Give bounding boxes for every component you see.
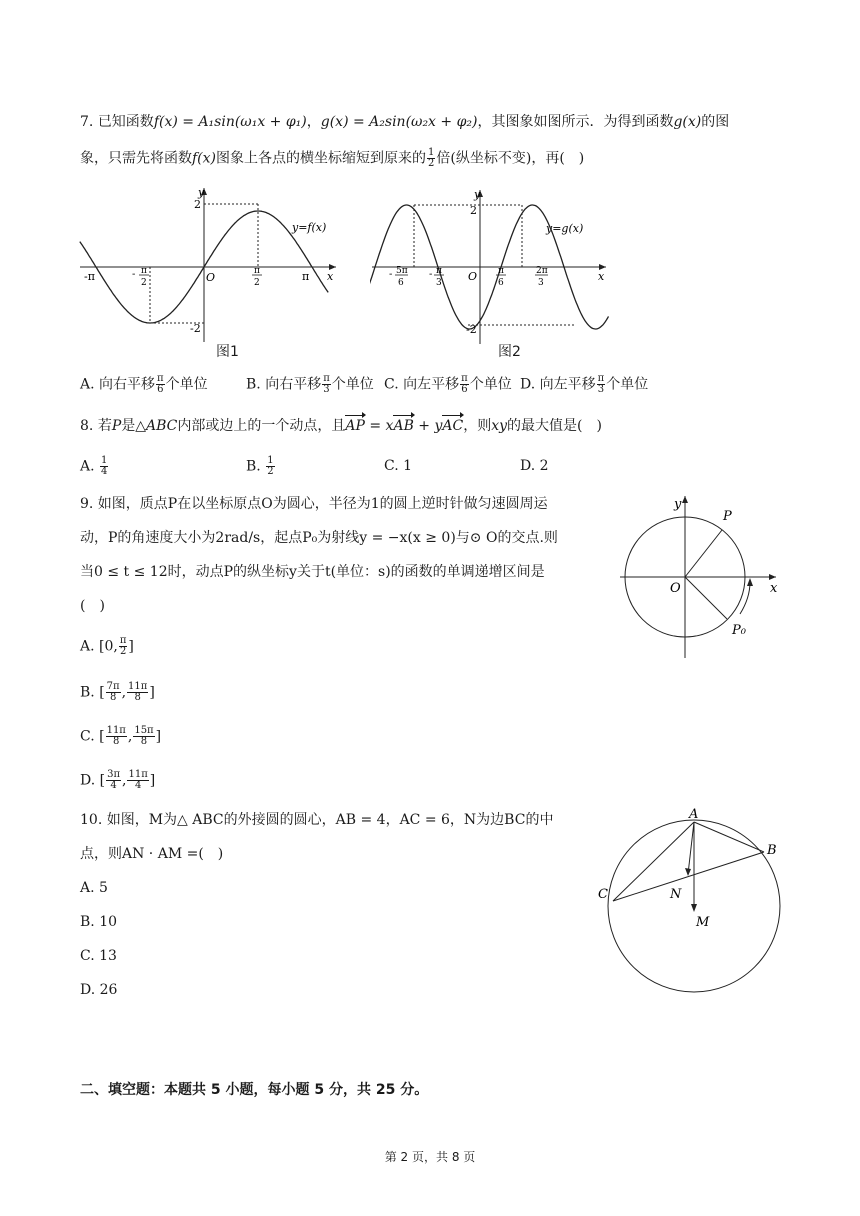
- q8-option-b: B. $\frac{1}{2}$: [246, 455, 274, 477]
- q10-option-d: D. 26: [80, 982, 118, 998]
- q9-line-1: 9. 如图，质点P在以坐标原点O为圆心，半径为1的圆上逆时针做匀速圆周运: [80, 496, 548, 512]
- svg-text:π: π: [436, 266, 442, 276]
- fig2-tick-pi6: π: [498, 266, 504, 276]
- q7-option-d: D. 向左平移 $\frac{\pi}{3}$ 个单位: [520, 373, 649, 395]
- svg-text:π: π: [141, 266, 147, 276]
- q9-line-4: ( ): [80, 598, 105, 614]
- q9-line-2: 动，P的角速度大小为2rad/s，起点P₀为射线y = −x(x ≥ 0)与⊙ O的交点.则: [80, 530, 558, 546]
- q9-figure-circle: [616, 490, 786, 660]
- q8-stem: 8. 若P是△ABC内部或边上的一个动点，且AP = xAB + yAC，则xy的最大值是( ): [80, 418, 602, 434]
- q7-line-1: 7. 已知函数f(x) = A₁sin(ω₁x + φ₁)，g(x) = A₂sin(ω₂x + φ₂)，其图象如图所示．为得到函数g(x)的图: [80, 114, 730, 130]
- q9-fig-o: O: [670, 581, 681, 596]
- q9-line-3: 当0 ≤ t ≤ 12时，动点P的纵坐标y关于t(单位：s)的函数的单调递增区间是: [80, 564, 545, 580]
- q7-option-b: B. 向右平移 $\frac{\pi}{3}$ 个单位: [246, 373, 374, 395]
- q8-option-a: A. $\frac{1}{4}$: [80, 455, 108, 477]
- q10-line-1: 10. 如图，M为△ ABC的外接圆的圆心，AB = 4，AC = 6，N为边BC的中: [80, 812, 554, 828]
- fig1-tick-neg-half: -: [132, 269, 136, 280]
- q10-option-b: B. 10: [80, 914, 118, 930]
- q10-fig-m: M: [696, 915, 710, 930]
- q9-fig-p: P: [723, 509, 732, 524]
- svg-text:3: 3: [436, 278, 442, 288]
- page-footer: 第 2 页，共 8 页: [384, 1150, 476, 1164]
- q9-option-c: C. [ $\frac{11\pi}{8}$ , $\frac{15\pi}{8}$ ]: [80, 725, 162, 747]
- q9-option-b: B. [ $\frac{7\pi}{8}$ , $\frac{11\pi}{8}$ ]: [80, 681, 155, 703]
- fig1-x-label: x: [327, 270, 334, 283]
- svg-text:6: 6: [498, 278, 504, 288]
- fig1-tick-pi: π: [302, 270, 310, 283]
- svg-text:2: 2: [141, 278, 147, 288]
- q10-fig-n: N: [670, 887, 682, 902]
- fig1-y-top: 2: [194, 198, 201, 211]
- fig1-tick-neg-pi: -π: [84, 270, 95, 283]
- svg-text:5π: 5π: [396, 266, 408, 276]
- q9-option-d: D. [ $\frac{3\pi}{4}$ , $\frac{11\pi}{4}$ ]: [80, 769, 156, 791]
- q7-option-a: A. 向右平移 $\frac{\pi}{6}$ 个单位: [80, 373, 208, 395]
- q9-fig-p0: P₀: [732, 623, 746, 638]
- fig1-y-bottom: -2: [190, 322, 201, 335]
- svg-text:3: 3: [538, 278, 544, 288]
- q10-option-c: C. 13: [80, 948, 117, 964]
- q10-fig-b: B: [767, 843, 777, 858]
- q10-option-a: A. 5: [80, 880, 108, 896]
- q10-fig-c: C: [598, 887, 608, 902]
- fig2-caption: 图2: [498, 344, 521, 360]
- fig1-tick-half: π: [254, 266, 260, 276]
- fig2-curve-label: y=g(x): [546, 222, 584, 235]
- q7-line-2: 象，只需先将函数f(x)图象上各点的横坐标缩短到原来的 $\frac{1}{2}$ 倍(纵坐标不变)，再( ): [80, 147, 585, 169]
- fig2-tick-2pi3: 2π: [536, 266, 548, 276]
- fig2-y-top: 2: [470, 204, 477, 217]
- q9-option-a: A. [0, $\frac{\pi}{2}$ ]: [80, 635, 134, 657]
- svg-text:2: 2: [254, 278, 260, 288]
- q8-option-c: C. 1: [384, 458, 413, 474]
- fig2-tick-neg-5pi6: -: [389, 269, 393, 280]
- q7-figure-1: [78, 184, 342, 344]
- q10-figure-circumcircle: [596, 808, 808, 998]
- svg-text:6: 6: [398, 278, 404, 288]
- q9-fig-y: y: [674, 497, 682, 512]
- q7-option-c: C. 向左平移 $\frac{\pi}{6}$ 个单位: [384, 373, 512, 395]
- fig2-y-label: y: [474, 188, 481, 201]
- section-2-header: 二、填空题：本题共 5 小题，每小题 5 分，共 25 分。: [80, 1082, 429, 1098]
- fig2-origin: O: [468, 270, 478, 283]
- fig1-y-label: y: [198, 186, 205, 199]
- fig1-origin: O: [206, 271, 216, 284]
- q10-fig-a: A: [689, 808, 699, 822]
- fig2-x-label: x: [598, 270, 605, 283]
- fig2-y-bottom: -2: [466, 323, 477, 336]
- fig1-caption: 图1: [216, 344, 239, 360]
- q8-option-d: D. 2: [520, 458, 549, 474]
- fig2-tick-neg-pi3: -: [429, 269, 433, 280]
- q7-figure-2: [370, 186, 610, 346]
- q9-fig-x: x: [770, 581, 778, 596]
- fig1-curve-label: y=f(x): [292, 221, 327, 234]
- q10-line-2: 点，则AN · AM =( ): [80, 846, 224, 862]
